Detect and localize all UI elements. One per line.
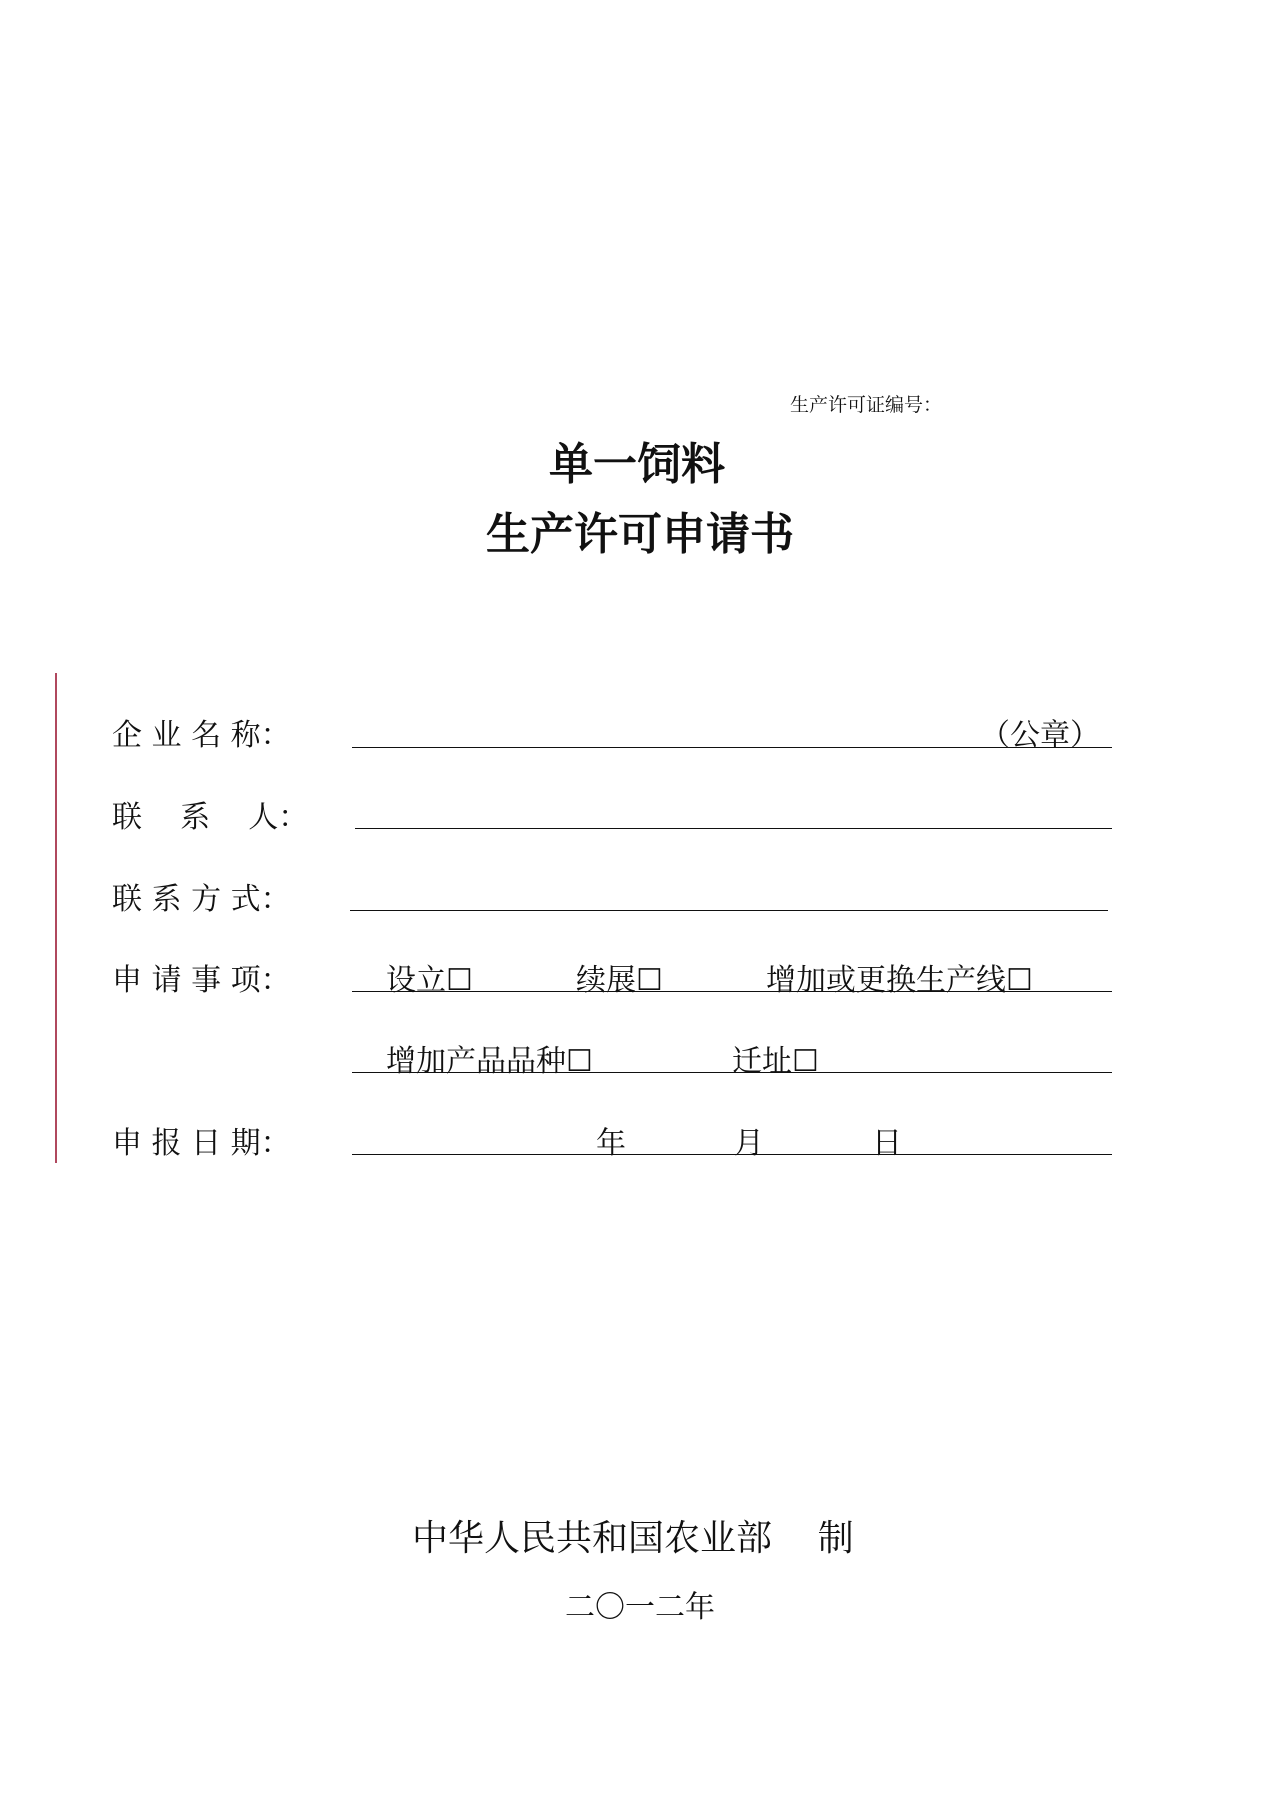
option-add-or-replace-line[interactable]: 增加或更换生产线☐ — [766, 963, 1033, 998]
report-date-label: 申 报 日 期： — [112, 1126, 291, 1161]
application-items-label: 申 请 事 项： — [112, 963, 291, 998]
document-title-line1: 单一饲料 — [549, 439, 725, 490]
company-seal-note: （公章） — [980, 718, 1100, 753]
license-number-label: 生产许可证编号： — [790, 394, 943, 416]
report-date-year: 年 — [596, 1126, 626, 1161]
contact-person-line[interactable] — [355, 828, 1112, 829]
option-renew[interactable]: 续展☐ — [576, 963, 663, 998]
report-date-month: 月 — [734, 1126, 764, 1161]
margin-binding-rule — [55, 673, 57, 1163]
document-title-line2: 生产许可申请书 — [486, 509, 794, 560]
contact-method-line[interactable] — [350, 910, 1108, 911]
company-name-label: 企 业 名 称： — [112, 718, 291, 753]
option-add-product-variety[interactable]: 增加产品品种☐ — [386, 1044, 593, 1079]
issue-year: 二〇一二年 — [565, 1590, 715, 1625]
issuer-line: 中华人民共和国农业部 制 — [412, 1518, 854, 1559]
report-date-line[interactable] — [352, 1154, 1112, 1155]
report-date-day: 日 — [872, 1126, 902, 1161]
option-relocate[interactable]: 迁址☐ — [732, 1044, 819, 1079]
option-establish[interactable]: 设立☐ — [386, 963, 473, 998]
contact-method-label: 联 系 方 式： — [112, 882, 291, 917]
contact-person-label: 联 系 人： — [112, 800, 309, 835]
